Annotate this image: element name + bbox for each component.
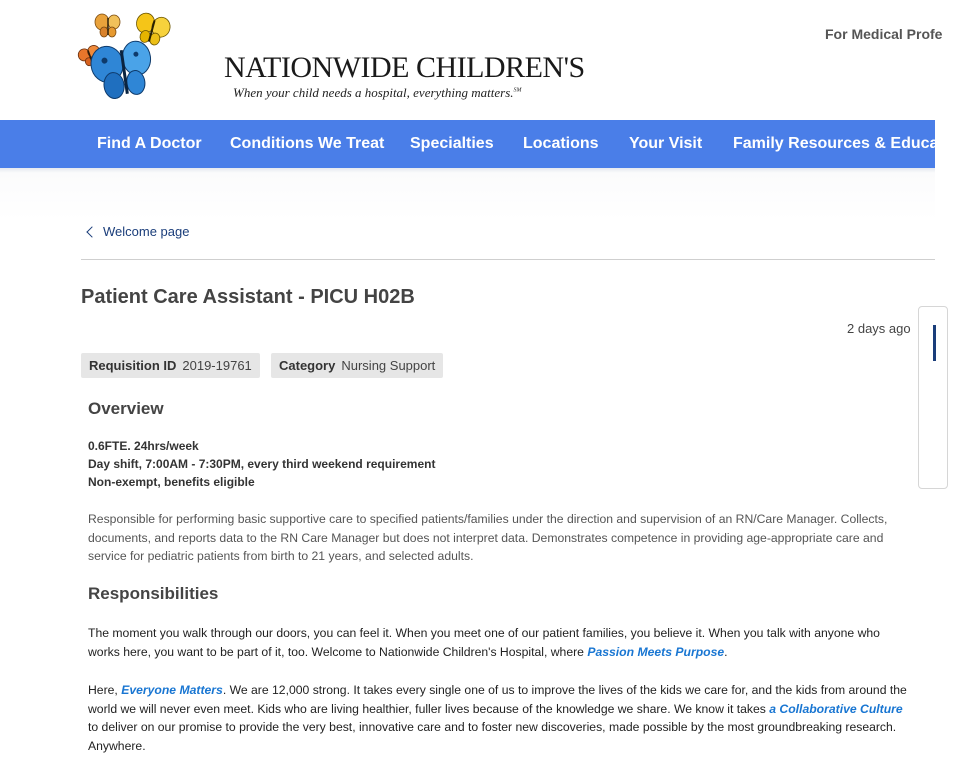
back-to-welcome-link[interactable] [88, 224, 189, 239]
site-header [0, 0, 943, 120]
side-card-accent [933, 325, 936, 361]
responsibilities-paragraph-2: Here, Everyone Matters. We are 12,000 strong. It takes every single one of us to improve the lives of the kids we care for, and the kids from around the world we will never even meet. Kids who are living healthier, fuller lives because of the knowledge we share. We know it takes a Collaborative Culture to deliver on our promise to provide the very best, innovative care and to foster new discoveries, made possible by the most groundbreaking research. Anywhere. [88, 683, 907, 753]
brand-name: NATIONWIDE CHILDREN'S [224, 51, 585, 84]
nav-conditions-we-treat[interactable]: Conditions We Treat [230, 135, 385, 152]
chevron-left-icon [86, 226, 97, 237]
brand-tagline: When your child needs a hospital, everything matters.℠ [233, 85, 522, 100]
overview-line: Day shift, 7:00AM - 7:30PM, every third weekend requirement [88, 457, 436, 471]
tag-value: Nursing Support [341, 358, 436, 373]
passion-meets-purpose-link[interactable]: Passion Meets Purpose [587, 644, 725, 659]
nationwide-childrens-logo[interactable] [76, 8, 585, 100]
divider [81, 259, 935, 260]
nav-your-visit[interactable]: Your Visit [629, 135, 703, 152]
nav-locations[interactable]: Locations [523, 135, 599, 152]
posted-date: 2 days ago [847, 321, 911, 336]
back-link-label: Welcome page [103, 224, 190, 239]
tag-key: Requisition ID [89, 358, 177, 373]
for-medical-professionals-link[interactable]: For Medical Profe [825, 26, 943, 42]
responsibilities-heading: Responsibilities [88, 584, 219, 603]
main-nav [0, 120, 958, 168]
tag-key: Category [279, 358, 336, 373]
nav-specialties[interactable]: Specialties [410, 135, 494, 152]
tag-value: 2019-19761 [182, 358, 252, 373]
overview-heading: Overview [88, 399, 164, 418]
nav-family-resources[interactable]: Family Resources & Educatio [733, 135, 958, 152]
requisition-id-tag [81, 353, 260, 378]
overview-line: 0.6FTE. 24hrs/week [88, 439, 199, 453]
content-background [0, 173, 935, 221]
apply-side-card[interactable] [918, 306, 948, 489]
collaborative-culture-link[interactable]: a Collaborative Culture [769, 701, 903, 716]
overview-line: Non-exempt, benefits eligible [88, 475, 255, 489]
overview-description: Responsible for performing basic supportive care to specified patients/families under the direction and supervision of an RN/Care Manager. Collects, documents, and reports data to the RN Care Manager but does not interpret data. Demonstrates competence in providing age-appropriate care and service for pediatric patients from birth to 21 years, and selected adults. [88, 512, 888, 563]
responsibilities-paragraph-1: The moment you walk through our doors, you can feel it. When you meet one of our patient families, you believe it. When you talk with anyone who works here, you want to be part of it, too. Welcome to Nationwide Children's Hospital, where Passion Meets Purpose. [88, 626, 880, 659]
everyone-matters-link[interactable]: Everyone Matters [121, 683, 223, 697]
job-title: Patient Care Assistant - PICU H02B [81, 286, 415, 308]
butterfly-logo-icon [76, 8, 176, 100]
nav-find-a-doctor[interactable]: Find A Doctor [97, 135, 202, 152]
category-tag [271, 353, 443, 378]
